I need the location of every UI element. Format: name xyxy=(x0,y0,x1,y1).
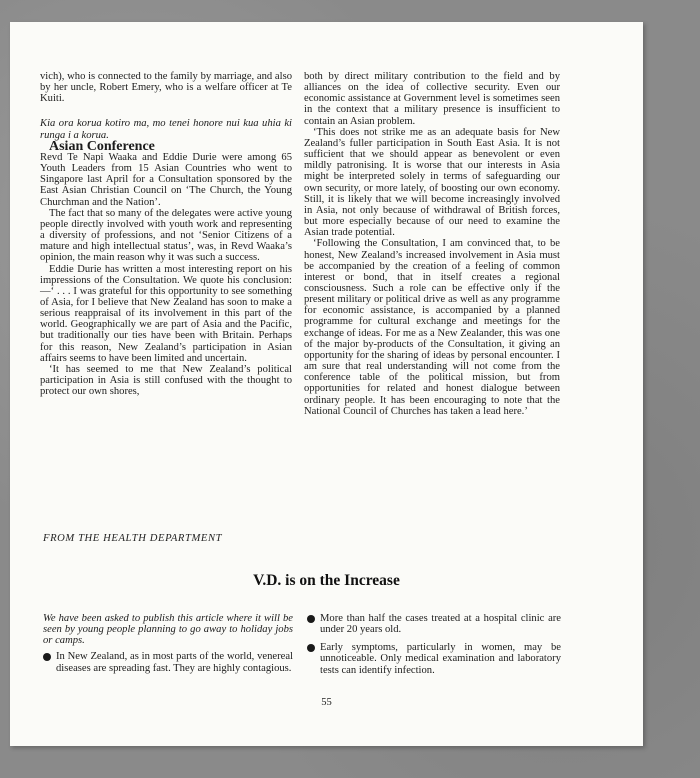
bullet-icon xyxy=(307,644,315,652)
left-column xyxy=(40,71,292,397)
vd-intro: We have been asked to publish this article where it will be seen by young people planning to go away to holiday jobs or camps. xyxy=(43,613,293,647)
right-column xyxy=(304,71,560,417)
page-number: 55 xyxy=(321,697,332,708)
list-item xyxy=(43,651,293,673)
vd-right-column xyxy=(307,613,561,683)
bullet-icon xyxy=(307,615,315,623)
health-department-source: FROM THE HEALTH DEPARTMENT xyxy=(43,533,223,544)
paragraph: Eddie Durie has written a most interesting report on his impressions of the Consultation. We quote his conclusion:—‘ . . . I was grateful for this opportunity to see something of Asia, for I believe that New Zealand has soon to make a serious reappraisal of its involvement in this part of the world. Geographically we are part of Asia and the Pacific, but traditionally our ties have been with Britain. Perhaps for this reason, New Zealand’s participation in Asian affairs seems to have been limited and uncertain. xyxy=(40,263,292,364)
vd-left-column xyxy=(43,613,293,681)
paragraph: Revd Te Napi Waaka and Eddie Durie were among 65 Youth Leaders from 15 Asian Countries who went to Singapore last April for a Consultation sponsored by the East Asian Christian Council on ‘The Church, the Young Churchman and the Nation’. xyxy=(40,151,292,208)
paragraph: ‘Following the Consultation, I am convinced that, to be honest, New Zealand’s increased involvement in Asia must be accompanied by the creation of a feeling of common interest or bond, that in itself creates a regional consciousness. Such a role can be effective only if the present military or political drive as well as any programme for economic assistance, is accompanied by a planned programme for cultural exchange and meetings for the exchange of ideas. For me as a New Zealander, this was one of the major by-products of the Consultation, it giving an opportunity for the sharing of ideas by personal encounter. I am sure that real understanding will not come from the conference table of the political mission, but from opportunities for related and honest dialogue between ordinary people. It has been encouraging to note that the National Council of Churches has taken a lead here.’ xyxy=(304,238,560,417)
list-item xyxy=(307,613,561,635)
document-page xyxy=(10,22,643,746)
paragraph: ‘It has seemed to me that New Zealand’s political participation in Asia is still confused with the thought to protect our own shores, xyxy=(40,363,292,398)
bullet-text: In New Zealand, as in most parts of the world, venereal diseases are spreading fast. They are highly contagious. xyxy=(56,651,293,674)
maori-greeting: Kia ora korua kotiro ma, mo tenei honore nui kua uhia ki runga i a korua. xyxy=(40,118,292,141)
paragraph: The fact that so many of the delegates were active young people directly involved with youth work and representing a diversity of professions, and not ‘Senior Citizens of a mature and high intellectual status’, was, in Revd Waaka’s opinion, the main reason why it was such a success. xyxy=(40,207,292,264)
list-item xyxy=(307,642,561,675)
asian-conference-heading: Asian Conference xyxy=(49,138,155,154)
paragraph: both by direct military contribution to the field and by alliances on the idea of collective security. Even our economic assistance at Government level is sometimes seen in the context that a military presence is insufficient to contain an Asian problem. xyxy=(304,71,560,127)
bullet-text: Early symptoms, particularly in women, may be unnoticeable. Only medical examination and laboratory tests can identify infection. xyxy=(320,642,561,676)
bullet-icon xyxy=(43,653,51,661)
paragraph: ‘This does not strike me as an adequate basis for New Zealand’s fuller participation in South East Asia. It is not sufficient that we should appear as benevolent or even mildly patronising. It is worse that our interests in Asia might be interpreted solely in terms of safeguarding our own security, or more lately, of boosting our own economy. Still, it is likely that we will become increasingly involved in Asia, not only because of withdrawal of British forces, but more especially because of our need to examine the Asian trade potential. xyxy=(304,126,560,239)
vd-article-title: V.D. is on the Increase xyxy=(253,572,400,589)
paragraph: vich), who is connected to the family by marriage, and also by her uncle, Robert Emery, who is a welfare officer at Te Kuiti. xyxy=(40,71,292,105)
bullet-text: More than half the cases treated at a hospital clinic are under 20 years old. xyxy=(320,613,561,636)
